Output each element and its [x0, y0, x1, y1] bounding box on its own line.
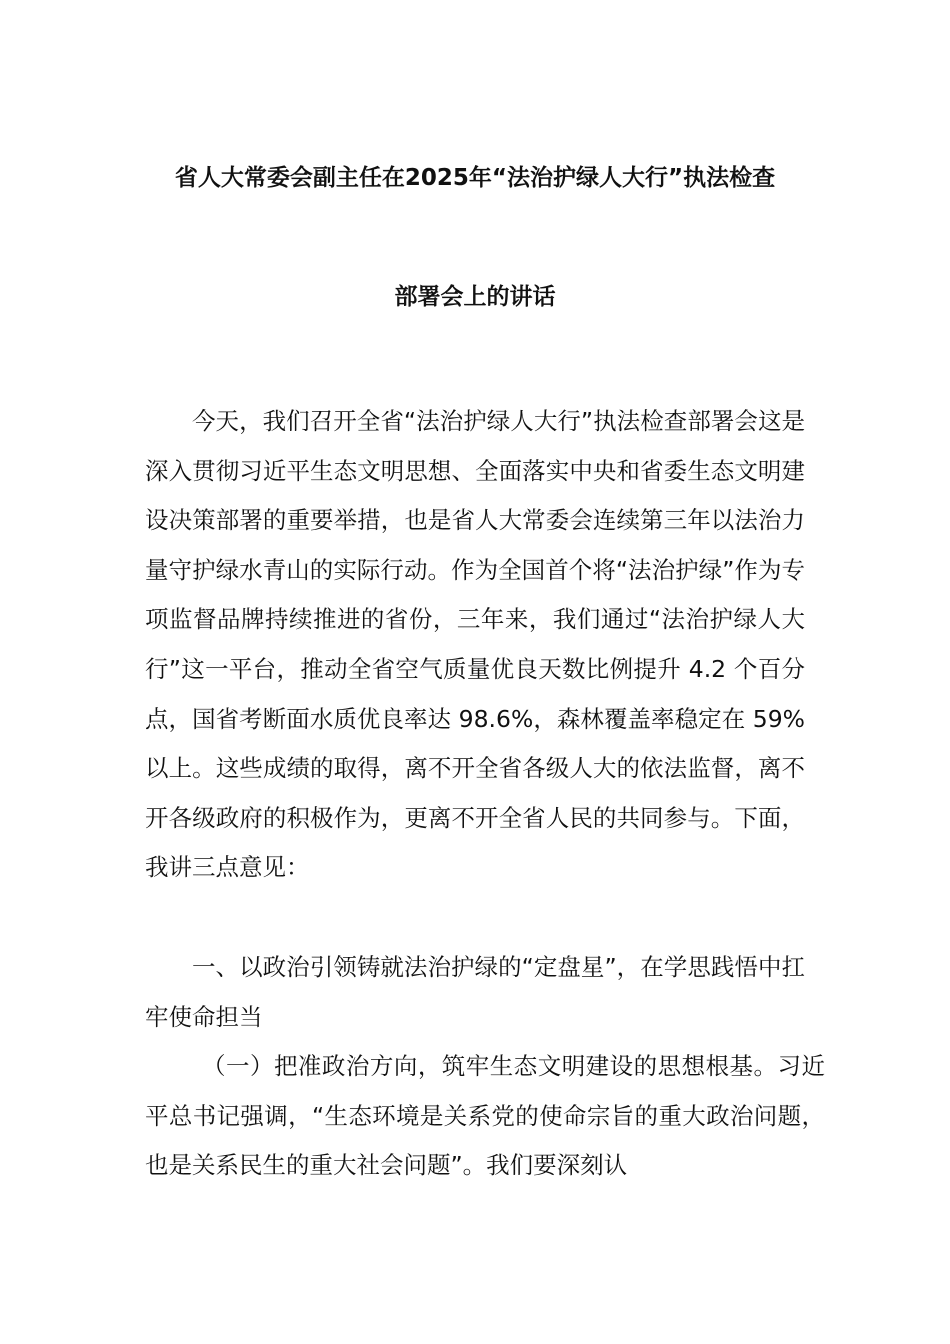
- paragraph-subsection-one: （一）把准政治方向，筑牢生态文明建设的思想根基。习近平总书记强调，“生态环境是关系党的使命宗旨的重大政治问题，也是关系民生的重大社会问题”。我们要深刻认: [145, 1052, 825, 1180]
- document-title-line-1: 省人大常委会副主任在2025年“法治护绿人大行”执法检查: [174, 165, 776, 191]
- document-title-line-2: 部署会上的讲话: [394, 284, 556, 310]
- paragraph-section-one-heading: 一、以政治引领铸就法治护绿的“定盘星”，在学思践悟中扛牢使命担当: [145, 953, 805, 1031]
- paragraph-opening: 今天，我们召开全省“法治护绿人大行”执法检查部署会这是深入贯彻习近平生态文明思想、全面落实中央和省委生态文明建设决策部署的重要举措，也是省人大常委会连续第三年以法治力量守护绿水青山的实际行动。作为全国首个将“法治护绿”作为专项监督品牌持续推进的省份，三年来，我们通过“法治护绿人大行”这一平台，推动全省空气质量优良天数比例提升 4.2 个百分点，国省考断面水质优良率达 98.6%，森林覆盖率稳定在 59%以上。这些成绩的取得，离不开全省各级人大的依法监督，离不开各级政府的积极作为，更离不开全省人民的共同参与。下面，我讲三点意见：: [145, 407, 805, 882]
